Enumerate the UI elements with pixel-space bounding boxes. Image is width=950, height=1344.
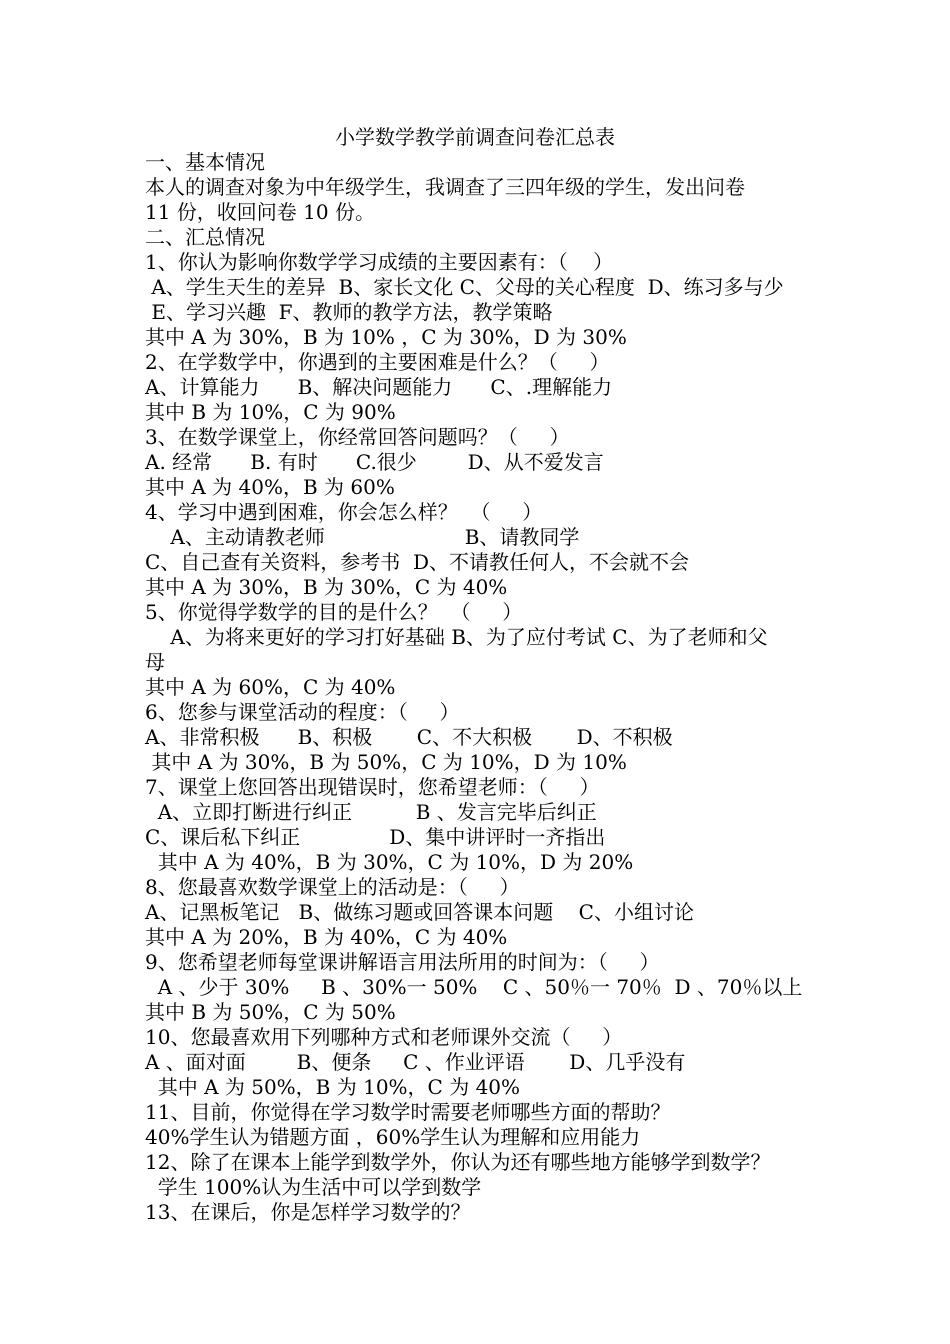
question-line: 10、您最喜欢用下列哪种方式和老师课外交流（ ） — [145, 1025, 623, 1049]
options-line: 母 — [145, 650, 165, 674]
result-line: 其中 A 为 40%，B 为 60% — [145, 475, 395, 499]
options-line: A、计算能力 B、解决问题能力 C、.理解能力 — [145, 375, 613, 399]
options-line: A、非常积极 B、积极 C、不大积极 D、不积极 — [145, 725, 673, 749]
text-line: 本人的调查对象为中年级学生，我调查了三四年级的学生，发出问卷 — [145, 175, 745, 199]
options-line: C、课后私下纠正 D、集中讲评时一齐指出 — [145, 825, 606, 849]
result-line: 其中 A 为 40%，B 为 30%，C 为 10%，D 为 20% — [145, 850, 634, 874]
question-line: 6、您参与课堂活动的程度：（ ） — [145, 700, 460, 724]
options-line: A、主动请教老师 B、请教同学 — [145, 525, 580, 549]
question-line: 4、学习中遇到困难，你会怎么样？ （ ） — [145, 500, 543, 524]
document-title: 小学数学教学前调查问卷汇总表 — [335, 125, 615, 149]
options-line: A、学生天生的差异 B、家长文化 C、父母的关心程度 D、练习多与少 — [145, 275, 784, 299]
question-line: 1、你认为影响你数学学习成绩的主要因素有：（ ） — [145, 250, 614, 274]
section-heading: 一、基本情况 — [145, 150, 265, 174]
result-line: 学生 100%认为生活中可以学到数学 — [145, 1175, 482, 1199]
result-line: 其中 B 为 50%，C 为 50% — [145, 1000, 396, 1024]
question-line: 7、课堂上您回答出现错误时，您希望老师：（ ） — [145, 775, 600, 799]
question-line: 5、你觉得学数学的目的是什么？ （ ） — [145, 600, 523, 624]
options-line: C、自己查有关资料，参考书 D、不请教任何人，不会就不会 — [145, 550, 690, 574]
document-body — [145, 150, 845, 1225]
result-line: 其中 B 为 10%，C 为 90% — [145, 400, 396, 424]
result-line: 40%学生认为错题方面 ，60%学生认为理解和应用能力 — [145, 1125, 641, 1149]
options-line: A 、面对面 B、便条 C 、作业评语 D、几乎没有 — [145, 1050, 686, 1074]
options-line: A、立即打断进行纠正 B 、发言完毕后纠正 — [145, 800, 597, 824]
question-line: 12、除了在课本上能学到数学外，你认为还有哪些地方能够学到数学？ — [145, 1150, 771, 1174]
options-line: A、为将来更好的学习打好基础 B、为了应付考试 C、为了老师和父 — [145, 625, 768, 649]
options-line: E、学习兴趣 F、教师的教学方法，教学策略 — [145, 300, 553, 324]
question-line: 2、在学数学中，你遇到的主要困难是什么？（ ） — [145, 350, 610, 374]
question-line: 8、您最喜欢数学课堂上的活动是：（ ） — [145, 875, 520, 899]
question-line: 3、在数学课堂上，你经常回答问题吗？（ ） — [145, 425, 570, 449]
text-line: 11 份，收回问卷 10 份。 — [145, 200, 375, 224]
result-line: 其中 A 为 60%，C 为 40% — [145, 675, 396, 699]
question-line: 9、您希望老师每堂课讲解语言用法所用的时间为：（ ） — [145, 950, 660, 974]
result-line: 其中 A 为 30%，B 为 50%，C 为 10%，D 为 10% — [145, 750, 627, 774]
question-line: 13、在课后，你是怎样学习数学的？ — [145, 1200, 471, 1224]
options-line: A 、少于 30% B 、30%一 50% C 、50％一 70％ D 、70％以上 — [145, 975, 803, 999]
options-line: A、记黑板笔记 B、做练习题或回答课本问题 C、小组讨论 — [145, 900, 694, 924]
result-line: 其中 A 为 50%，B 为 10%，C 为 40% — [145, 1075, 521, 1099]
result-line: 其中 A 为 30%，B 为 30%，C 为 40% — [145, 575, 508, 599]
options-line: A. 经常 B. 有时 C.很少 D、从不爱发言 — [145, 450, 604, 474]
section-heading: 二、汇总情况 — [145, 225, 265, 249]
question-line: 11、目前，你觉得在学习数学时需要老师哪些方面的帮助？ — [145, 1100, 671, 1124]
result-line: 其中 A 为 20%，B 为 40%，C 为 40% — [145, 925, 508, 949]
result-line: 其中 A 为 30%，B 为 10% ，C 为 30%，D 为 30% — [145, 325, 627, 349]
